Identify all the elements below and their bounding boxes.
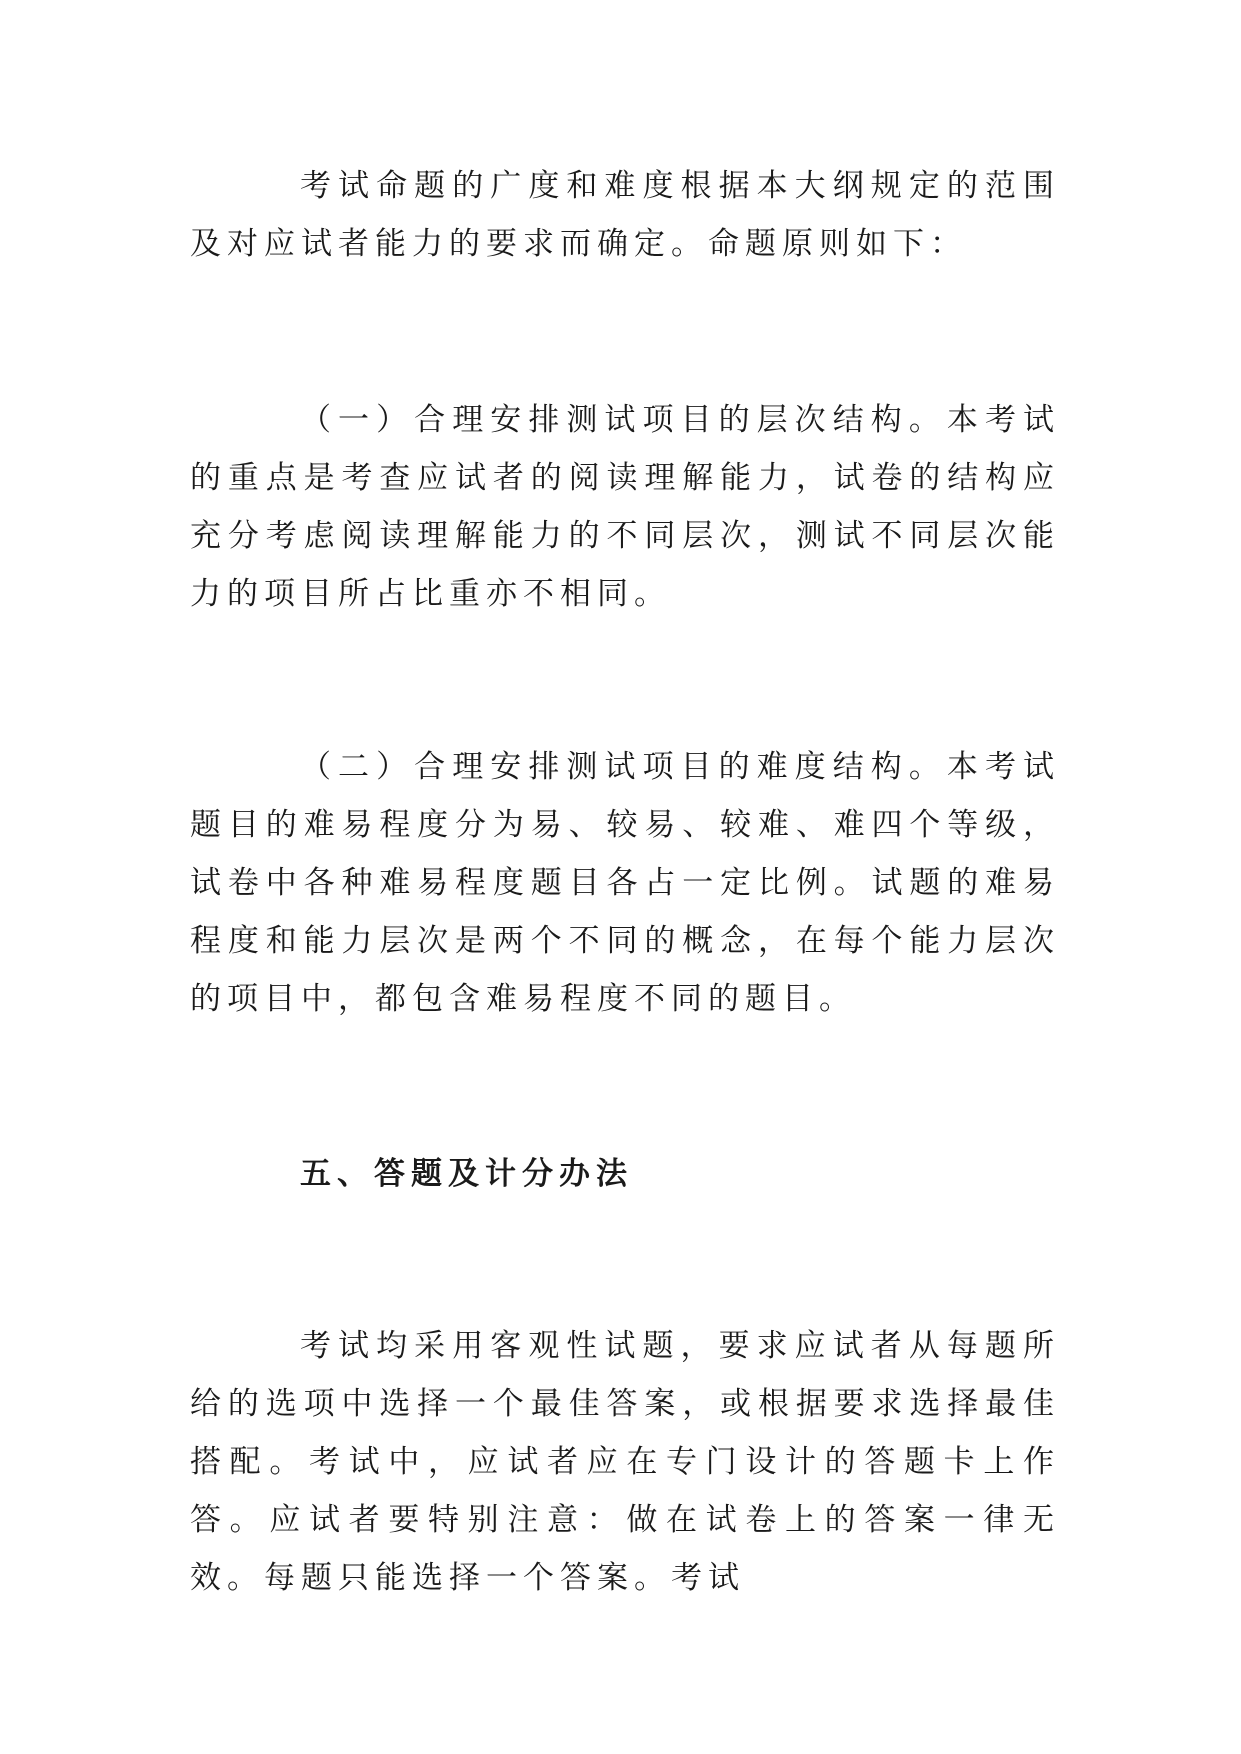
section-heading: 五、答题及计分办法	[300, 1156, 633, 1192]
paragraph-principle-two: （二）合理安排测试项目的难度结构。本考试题目的难易程度分为易、较易、较难、难四个等级，试卷中各种难易程度题目各占一定比例。试题的难易程度和能力层次是两个不同的概念，在每个能力层次的项目中，都包含难易程度不同的题目。	[190, 749, 1060, 1017]
paragraph-principle-one: （一）合理安排测试项目的层次结构。本考试的重点是考查应试者的阅读理解能力，试卷的结构应充分考虑阅读理解能力的不同层次，测试不同层次能力的项目所占比重亦不相同。	[190, 402, 1060, 612]
paragraph-answering-method: 考试均采用客观性试题，要求应试者从每题所给的选项中选择一个最佳答案，或根据要求选择最佳搭配。考试中，应试者应在专门设计的答题卡上作答。应试者要特别注意：做在试卷上的答案一律无效。每题只能选择一个答案。考试	[190, 1328, 1060, 1596]
paragraph-principles-intro: 考试命题的广度和难度根据本大纲规定的范围及对应试者能力的要求而确定。命题原则如下：	[190, 168, 1060, 262]
